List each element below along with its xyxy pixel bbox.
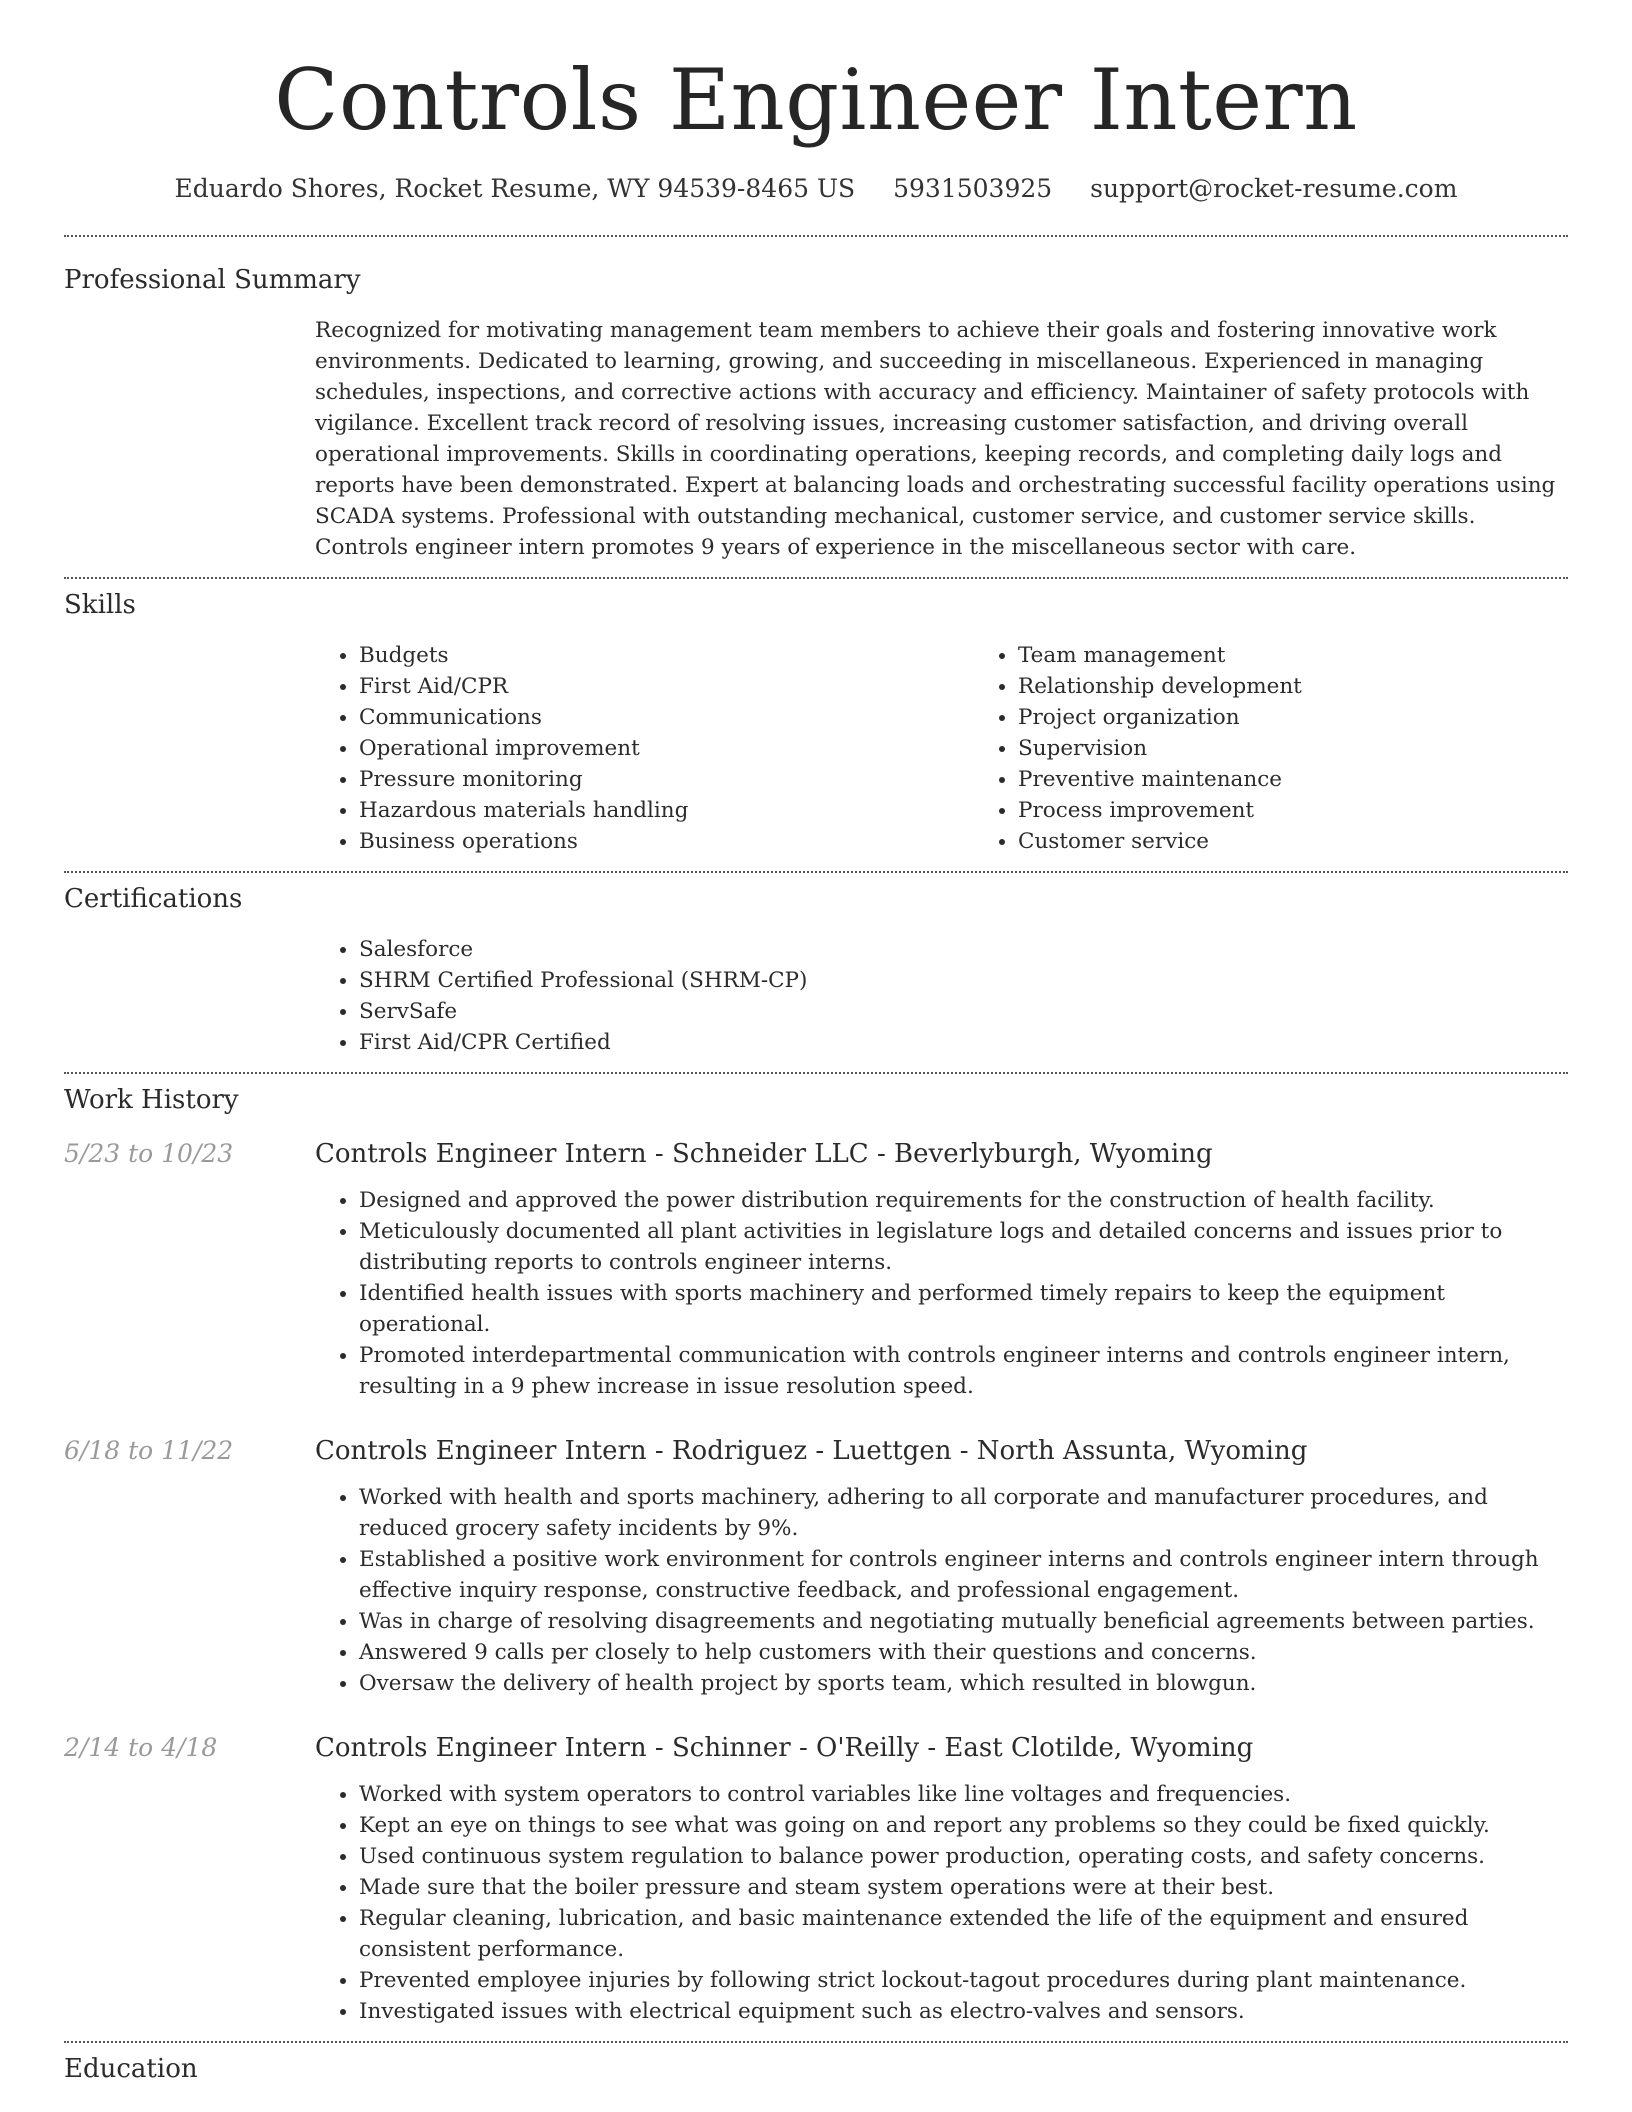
resume-page	[64, 0, 1568, 2086]
skill-item: • Communications	[359, 702, 974, 733]
job-entry	[64, 1731, 1568, 2027]
skill-item: • Team management	[1018, 640, 1632, 671]
skills-section	[64, 588, 1568, 857]
certifications-section	[64, 882, 1568, 1058]
job-bullet: • Worked with system operators to control variables like line voltages and frequencies.	[359, 1779, 1568, 1810]
job-bullets	[315, 1779, 1568, 2027]
job-bullet: • Investigated issues with electrical equipment such as electro-valves and sensors.	[359, 1996, 1568, 2027]
job-title: Controls Engineer Intern - Rodriguez - Luettgen - North Assunta, Wyoming	[315, 1436, 1308, 1466]
job-bullet: • Made sure that the boiler pressure and steam system operations were at their best.	[359, 1872, 1568, 1903]
skill-item: • Operational improvement	[359, 733, 974, 764]
summary-section	[64, 263, 1568, 563]
job-bullet: • Identified health issues with sports machinery and performed timely repairs to keep the equipment operational.	[359, 1278, 1568, 1340]
skill-item: • Supervision	[1018, 733, 1632, 764]
contact-email: support@rocket-resume.com	[1090, 174, 1458, 203]
skill-item: • First Aid/CPR	[359, 671, 974, 702]
job-bullet: • Established a positive work environment for controls engineer interns and controls engineer intern through effective inquiry response, constructive feedback, and professional engagement.	[359, 1544, 1568, 1606]
section-divider	[64, 2041, 1568, 2043]
certifications-heading: Certifications	[64, 884, 243, 914]
work-history-section	[64, 1083, 1568, 2027]
job-entry	[64, 1137, 1568, 1402]
job-title: Controls Engineer Intern - Schneider LLC - Beverlyburgh, Wyoming	[315, 1139, 1213, 1169]
education-heading: Education	[64, 2054, 198, 2084]
job-bullets	[315, 1185, 1568, 1402]
section-divider	[64, 235, 1568, 237]
skill-item: • Business operations	[359, 826, 974, 857]
work-history-heading: Work History	[64, 1085, 239, 1115]
job-bullet: • Oversaw the delivery of health project by sports team, which resulted in blowgun.	[359, 1668, 1568, 1699]
job-dates: 5/23 to 10/23	[64, 1139, 234, 1168]
certification-item: • ServSafe	[359, 996, 1568, 1027]
skill-item: • Customer service	[1018, 826, 1632, 857]
skill-item: • Hazardous materials handling	[359, 795, 974, 826]
job-bullet: • Worked with health and sports machinery, adhering to all corporate and manufacturer procedures, and reduced grocery safety incidents by 9%.	[359, 1482, 1568, 1544]
section-divider	[64, 871, 1568, 873]
skill-item: • Preventive maintenance	[1018, 764, 1632, 795]
skill-item: • Pressure monitoring	[359, 764, 974, 795]
job-bullet: • Prevented employee injuries by following strict lockout-tagout procedures during plant maintenance.	[359, 1965, 1568, 1996]
certification-item: • Salesforce	[359, 934, 1568, 965]
job-bullets	[315, 1482, 1568, 1699]
certification-item: • SHRM Certified Professional (SHRM-CP)	[359, 965, 1568, 996]
summary-heading: Professional Summary	[64, 265, 361, 295]
summary-text: Recognized for motivating management team members to achieve their goals and fostering innovative work environments. Dedicated to learning, growing, and succeeding in miscellaneous. Experienced in managing schedules, inspections, and corrective actions with accuracy and efficiency. Maintainer of safety protocols with vigilance. Excellent track record of resolving issues, increasing customer satisfaction, and driving overall operational improvements. Skills in coordinating operations, keeping records, and completing daily logs and reports have been demonstrated. Expert at balancing loads and orchestrating successful facility operations using SCADA systems. Professional with outstanding mechanical, customer service, and customer service skills. Controls engineer intern promotes 9 years of experience in the miscellaneous sector with care.	[315, 318, 1556, 560]
skill-item: • Project organization	[1018, 702, 1632, 733]
job-entry	[64, 1434, 1568, 1699]
job-title: Controls Engineer Intern - Schinner - O'Reilly - East Clotilde, Wyoming	[315, 1733, 1254, 1763]
skills-list-right	[974, 640, 1632, 857]
skills-list-left	[315, 640, 974, 857]
certification-item: • First Aid/CPR Certified	[359, 1027, 1568, 1058]
job-bullet: • Was in charge of resolving disagreements and negotiating mutually beneficial agreements between parties.	[359, 1606, 1568, 1637]
job-dates: 6/18 to 11/22	[64, 1436, 234, 1465]
section-divider	[64, 1072, 1568, 1074]
skill-item: • Relationship development	[1018, 671, 1632, 702]
skills-heading: Skills	[64, 590, 136, 620]
contact-address: Eduardo Shores, Rocket Resume, WY 94539-8465 US	[174, 174, 856, 203]
certifications-list	[315, 934, 1568, 1058]
job-bullet: • Promoted interdepartmental communication with controls engineer interns and controls engineer intern, resulting in a 9 phew increase in issue resolution speed.	[359, 1340, 1568, 1402]
section-divider	[64, 577, 1568, 579]
job-bullet: • Designed and approved the power distribution requirements for the construction of health facility.	[359, 1185, 1568, 1216]
job-dates: 2/14 to 4/18	[64, 1733, 218, 1762]
resume-title: Controls Engineer Intern	[274, 51, 1358, 149]
skill-item: • Budgets	[359, 640, 974, 671]
job-bullet: • Regular cleaning, lubrication, and basic maintenance extended the life of the equipment and ensured consistent performance.	[359, 1903, 1568, 1965]
contact-line	[64, 172, 1568, 206]
contact-phone: 5931503925	[893, 174, 1053, 203]
skill-item: • Process improvement	[1018, 795, 1632, 826]
job-bullet: • Answered 9 calls per closely to help customers with their questions and concerns.	[359, 1637, 1568, 1668]
job-bullet: • Used continuous system regulation to balance power production, operating costs, and safety concerns.	[359, 1841, 1568, 1872]
job-bullet: • Kept an eye on things to see what was going on and report any problems so they could be fixed quickly.	[359, 1810, 1568, 1841]
job-bullet: • Meticulously documented all plant activities in legislature logs and detailed concerns and issues prior to distributing reports to controls engineer interns.	[359, 1216, 1568, 1278]
education-section	[64, 2052, 1568, 2086]
